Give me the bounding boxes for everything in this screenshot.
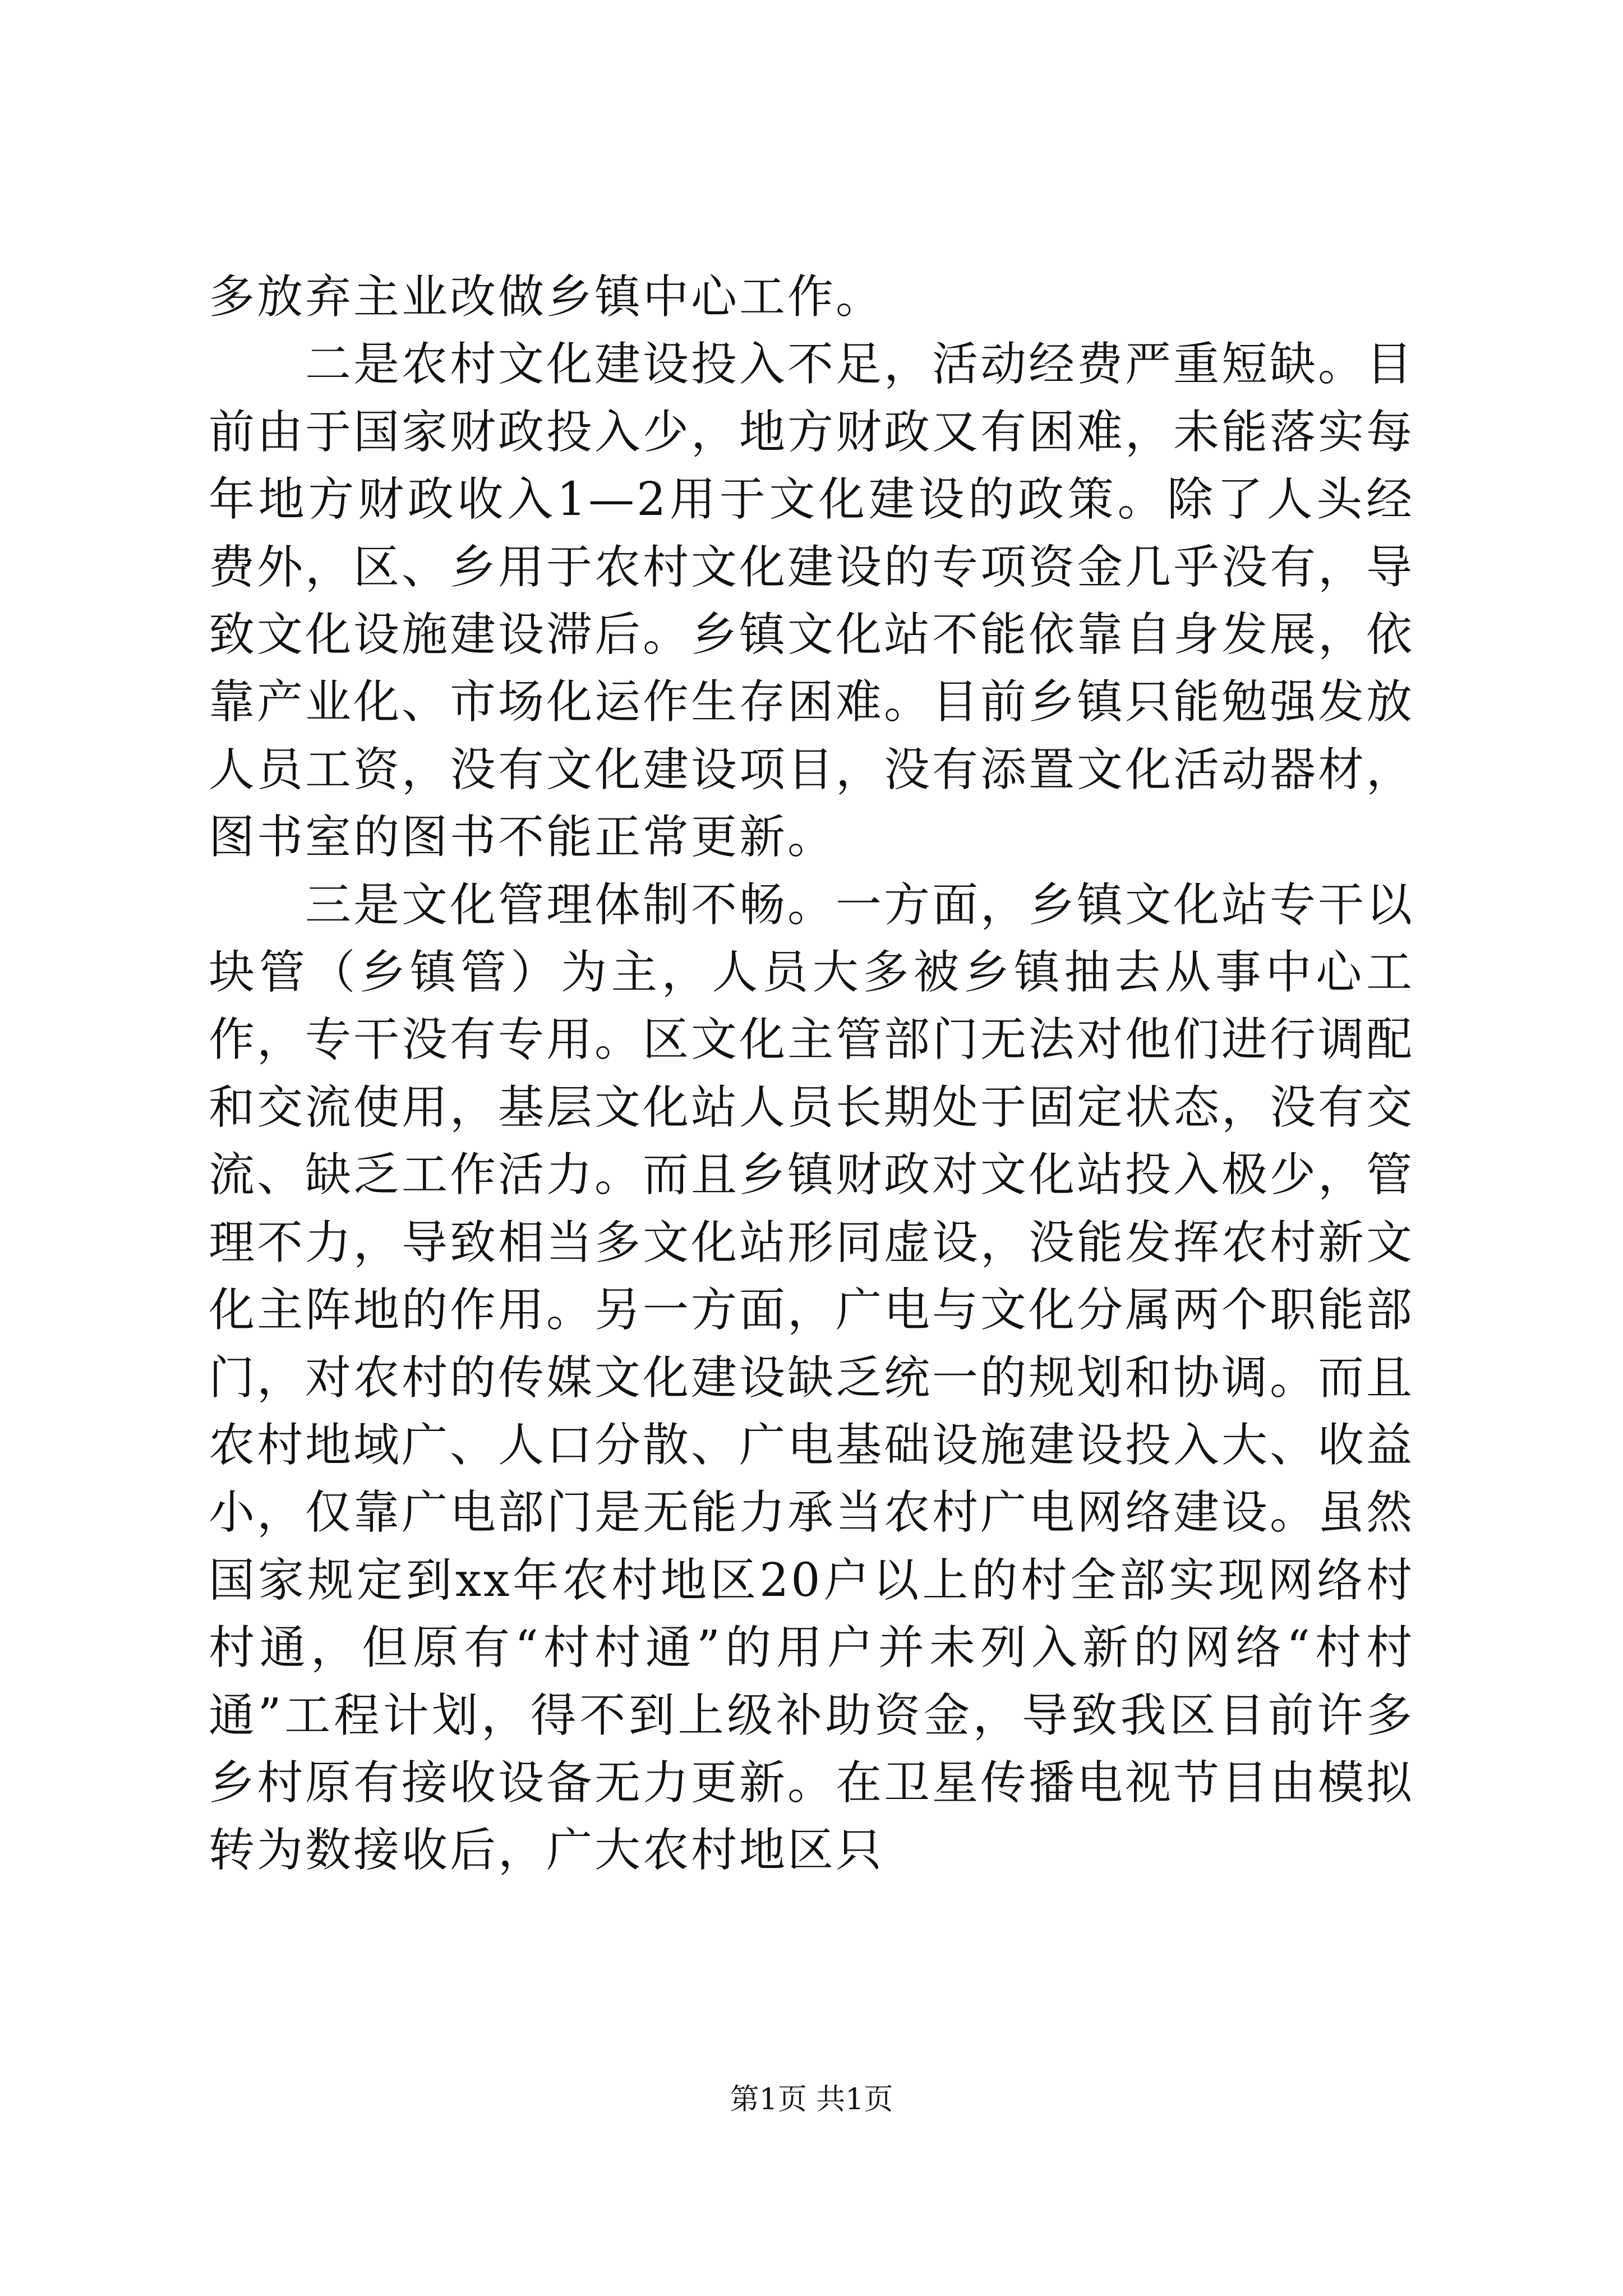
- document-body: [209, 264, 1414, 1885]
- paragraph-2: 二是农村文化建设投入不足，活动经费严重短缺。目前由于国家财政投入少，地方财政又有困难，未能落实每年地方财政收入1—2用于文化建设的政策。除了人头经费外，区、乡用于农村文化建设的专项资金几乎没有，导致文化设施建设滞后。乡镇文化站不能依靠自身发展，依靠产业化、市场化运作生存困难。目前乡镇只能勉强发放人员工资，没有文化建设项目，没有添置文化活动器材，图书室的图书不能正常更新。: [209, 338, 1415, 864]
- paragraph-3: 三是文化管理体制不畅。一方面，乡镇文化站专干以块管（乡镇管）为主，人员大多被乡镇抽去从事中心工作，专干没有专用。区文化主管部门无法对他们进行调配和交流使用，基层文化站人员长期处于固定状态，没有交流、缺乏工作活力。而且乡镇财政对文化站投入极少，管理不力，导致相当多文化站形同虚设，没能发挥农村新文化主阵地的作用。另一方面，广电与文化分属两个职能部门，对农村的传媒文化建设缺乏统一的规划和协调。而且农村地域广、人口分散、广电基础设施建设投入大、收益小，仅靠广电部门是无能力承当农村广电网络建设。虽然国家规定到xx年农村地区20户以上的村全部实现网络村村通，但原有“村村通”的用户并未列入新的网络“村村通”工程计划，得不到上级补助资金，导致我区目前许多乡村原有接收设备无力更新。在卫星传播电视节目由模拟转为数接收后，广大农村地区只: [209, 878, 1415, 1878]
- paragraph-1: 多放弃主业改做乡镇中心工作。: [209, 270, 884, 324]
- page-footer: 第1页 共1页: [730, 2083, 893, 2116]
